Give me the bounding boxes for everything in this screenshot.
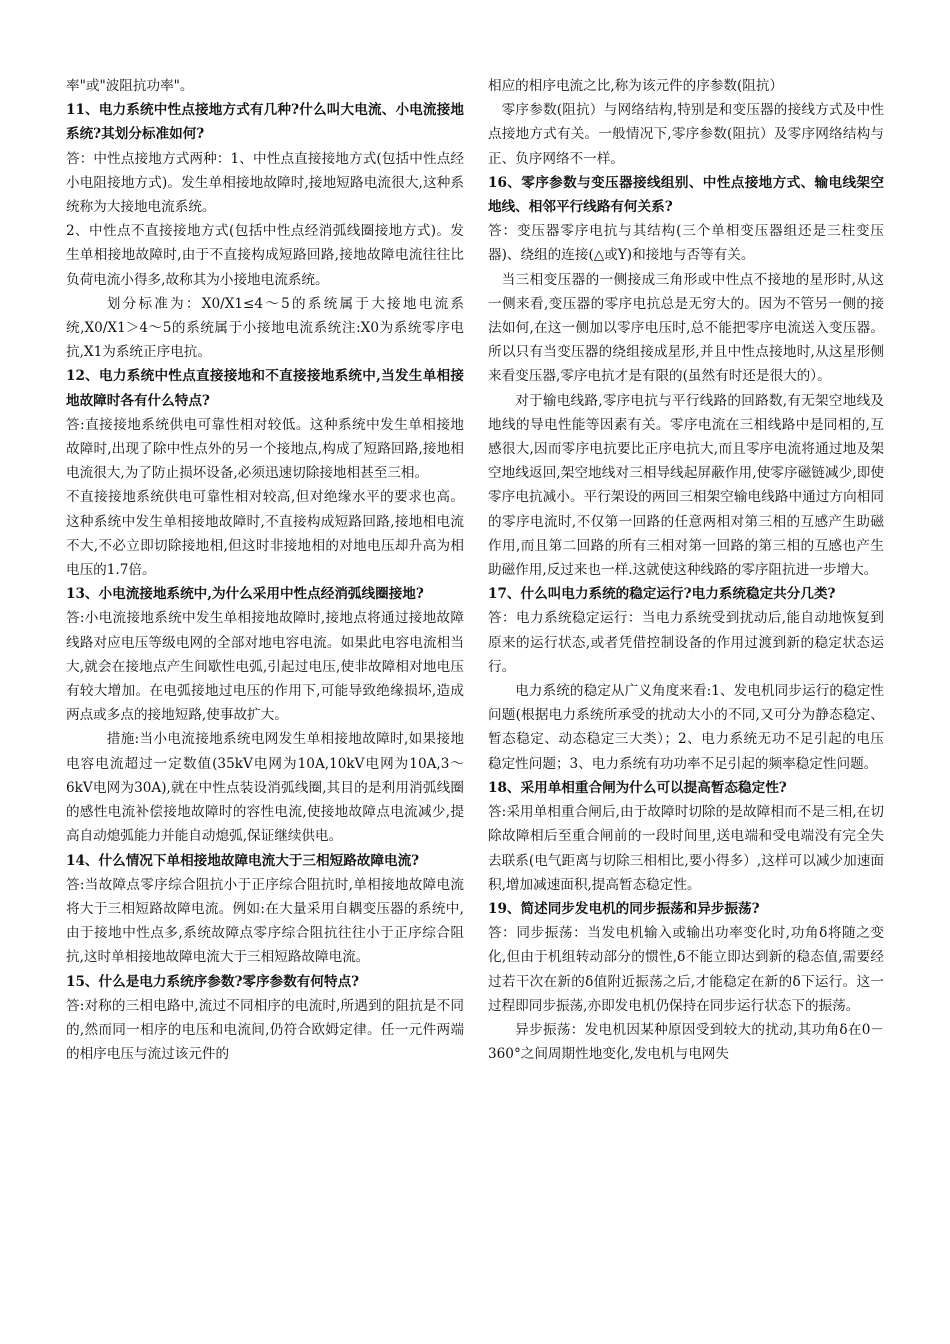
question-19-heading: 19、简述同步发电机的同步振荡和异步振荡?: [488, 900, 760, 917]
answer-12-para-2: 不直接接地系统供电可靠性相对较高,但对绝缘水平的要求也高。这种系统中发生单相接地故障时,不直接构成短路回路,接地相电流不大,不必立即切除接地相,但这时非接地相的对地电压却升高为相电压的1.7倍。: [66, 489, 464, 579]
answer-16-para-3: 对于输电线路,零序电抗与平行线路的回路数,有无架空地线及地线的导电性能等因素有关。零序电流在三相线路中是同相的,互感很大,因而零序电抗要比正序电抗大,而且零序电流将通过地及架空地线返回,架空地线对三相导线起屏蔽作用,使零序磁链减少,即使零序电抗减小。平行架设的两回三相架空输电线路中通过方向相同的零序电流时,不仅第一回路的任意两相对第三相的互感产生助磁作用,而且第二回路的所有三相对第一回路的第三相的互感也产生助磁作用,反过来也一样.这就使这种线路的零序阻抗进一步增大。: [488, 392, 884, 579]
answer-11-para-1: 答：中性点接地方式两种：1、中性点直接接地方式(包括中性点经小电阻接地方式)。发生单相接地故障时,接地短路电流很大,这种系统称为大接地电流系统。: [66, 150, 464, 216]
answer-17-para-1: 答：电力系统稳定运行：当电力系统受到扰动后,能自动地恢复到原来的运行状态,或者凭借控制设备的作用过渡到新的稳定状态运行。: [488, 610, 884, 675]
answer-11-para-3: 划分标准为：X0/X1≤4～5的系统属于大接地电流系统,X0/X1＞4～5的系统属于小接地电流系统注:X0为系统零序电抗,X1为系统正序电抗。: [66, 295, 464, 361]
left-column: [66, 74, 464, 1066]
question-15-heading: 15、什么是电力系统序参数?零序参数有何特点?: [66, 973, 360, 990]
answer-17-para-2: 电力系统的稳定从广义角度来看:1、发电机同步运行的稳定性问题(根据电力系统所承受的扰动大小的不同,又可分为静态稳定、暂态稳定、动态稳定三大类）；2、电力系统无功不足引起的电压稳定性问题；3、电力系统有功功率不足引起的频率稳定性问题。: [488, 683, 884, 772]
question-12-heading: 12、电力系统中性点直接接地和不直接接地系统中,当发生单相接地故障时各有什么特点?: [66, 368, 464, 409]
right-column: [488, 74, 884, 1066]
answer-19-para-2: 异步振荡：发电机因某种原因受到较大的扰动,其功角δ在0－360°之间周期性地变化,发电机与电网失: [488, 1021, 884, 1063]
question-14-heading: 14、什么情况下单相接地故障电流大于三相短路故障电流?: [66, 852, 420, 869]
question-13-heading: 13、小电流接地系统中,为什么采用中性点经消弧线圈接地?: [66, 586, 424, 603]
question-16-heading: 16、零序参数与变压器接线组别、中性点接地方式、输电线架空地线、相邻平行线路有何关系?: [488, 174, 884, 216]
answer-16-para-1: 答：变压器零序电抗与其结构(三个单相变压器组还是三柱变压器)、绕组的连接(△或Y)和接地与否等有关。: [488, 223, 884, 264]
answer-14-para-1: 答:当故障点零序综合阻抗小于正序综合阻抗时,单相接地故障电流将大于三相短路故障电流。例如:在大量采用自耦变压器的系统中,由于接地中性点多,系统故障点零序综合阻抗往往小于正序综合阻抗,这时单相接地故障电流大于三相短路故障电流。: [66, 876, 464, 966]
answer-15-para-2: 相应的相序电流之比,称为该元件的序参数(阻抗）: [488, 78, 784, 94]
answer-15-para-3: 零序参数(阻抗）与网络结构,特别是和变压器的接线方式及中性点接地方式有关。一般情况下,零序参数(阻抗）及零序网络结构与正、负序网络不一样。: [488, 102, 884, 167]
question-17-heading: 17、什么叫电力系统的稳定运行?电力系统稳定共分几类?: [488, 586, 836, 603]
answer-18-para-1: 答:采用单相重合闸后,由于故障时切除的是故障相而不是三相,在切除故障相后至重合闸前的一段时间里,送电端和受电端没有完全失去联系(电气距离与切除三相相比,要小得多）,这样可以减少加速面积,增加减速面积,提高暂态稳定性。: [488, 804, 884, 893]
answer-13-para-1: 答:小电流接地系统中发生单相接地故障时,接地点将通过接地故障线路对应电压等级电网的全部对地电容电流。如果此电容电流相当大,就会在接地点产生间歇性电弧,引起过电压,使非故障相对地电压有较大增加。在电弧接地过电压的作用下,可能导致绝缘损坏,造成两点或多点的接地短路,使事故扩大。: [66, 610, 464, 724]
answer-11-para-2: 2、中性点不直接接地方式(包括中性点经消弧线圈接地方式)。发生单相接地故障时,由于不直接构成短路回路,接地故障电流往往比负荷电流小得多,故称其为小接地电流系统。: [66, 223, 464, 288]
left-p-0: 率"或"波阻抗功率"。: [66, 78, 194, 94]
answer-15-para-1: 答:对称的三相电路中,流过不同相序的电流时,所遇到的阻抗是不同的,然而同一相序的电压和电流间,仍符合欧姆定律。任一元件两端的相序电压与流过该元件的: [66, 997, 464, 1063]
answer-12-para-1: 答:直接接地系统供电可靠性相对较低。这种系统中发生单相接地故障时,出现了除中性点外的另一个接地点,构成了短路回路,接地相电流很大,为了防止损坏设备,必须迅速切除接地相甚至三相。: [66, 416, 464, 482]
question-18-heading: 18、采用单相重合闸为什么可以提高暂态稳定性?: [488, 779, 787, 796]
answer-16-para-2: 当三相变压器的一侧接成三角形或中性点不接地的星形时,从这一侧来看,变压器的零序电抗总是无穷大的。因为不管另一侧的接法如何,在这一侧加以零序电压时,总不能把零序电流送入变压器。所以只有当变压器的绕组接成星形,并且中性点接地时,从这星形侧来看变压器,零序电抗才是有限的(虽然有时还是很大的）。: [488, 271, 884, 385]
answer-13-para-2: 措施:当小电流接地系统电网发生单相接地故障时,如果接地电容电流超过一定数值(35kV电网为10A,10kV电网为10A,3～6kV电网为30A),就在中性点装设消弧线圈,其目的是利用消弧线圈的感性电流补偿接地故障时的容性电流,使接地故障点电流减少,提高自动熄弧能力并能自动熄弧,保证继续供电。: [66, 731, 464, 845]
question-11-heading: 11、电力系统中性点接地方式有几种?什么叫大电流、小电流接地系统?其划分标准如何?: [66, 102, 464, 143]
answer-19-para-1: 答：同步振荡：当发电机输入或输出功率变化时,功角δ将随之变化,但由于机组转动部分的惯性,δ不能立即达到新的稳态值,需要经过若干次在新的δ值附近振荡之后,才能稳定在新的δ下运行。这一过程即同步振荡,亦即发电机仍保持在同步运行状态下的振荡。: [488, 925, 884, 1014]
